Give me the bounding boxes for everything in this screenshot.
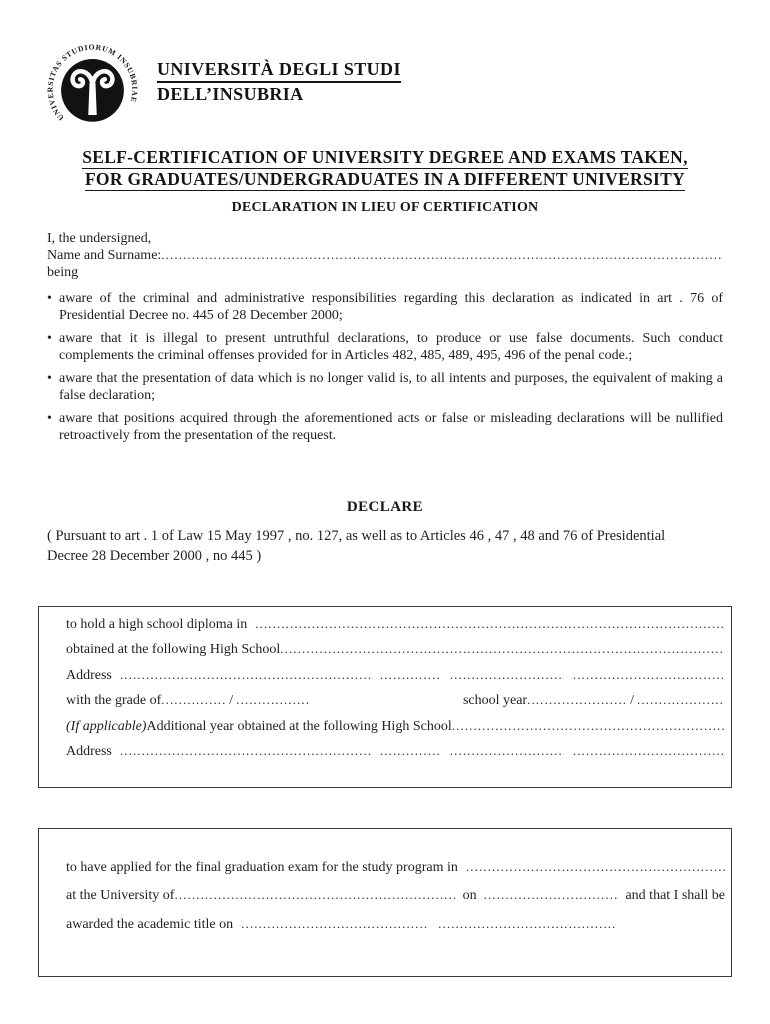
bullet-text: aware that the presentation of data which is no longer valid is, to all intents and purposes, the equivalent of making a false declaration; [59,371,723,403]
bullet-marker [47,411,59,444]
high-school-label: obtained at the following High School [66,642,281,657]
field-address2-1[interactable] [120,739,371,765]
field-address-2[interactable] [380,663,441,689]
title-line2: FOR GRADUATES/UNDERGRADUATES IN A DIFFERENT UNIVERSITY [84,169,686,189]
school-year-label: school year [462,693,528,708]
pursuant-note [47,526,723,566]
field-school-year-start[interactable] [527,688,627,714]
field-address2-4[interactable] [573,739,725,765]
field-study-program[interactable] [466,853,725,882]
field-diploma[interactable] [255,612,725,638]
seal-stem [88,83,96,115]
field-university[interactable] [174,881,455,910]
field-high-school[interactable] [280,637,725,663]
intro-line3: being [47,264,79,280]
document-header [0,0,770,137]
name-surname-label: Name and Surname: [47,248,162,263]
university-seal-logo [45,42,140,137]
bullet-text: aware that it is illegal to present untruthful declarations, to produce or use false documents. Such conduct complements the criminal offenses provided for in Articles 482, 485, 489, 495, 496 of the penal code.; [59,331,723,363]
bullet-marker [47,331,59,364]
shall-be-label: and that I shall be [625,888,725,903]
bullet-text: aware of the criminal and administrative responsibilities regarding this declaration as indicated in art . 76 of Presidential Decree no. 445 of 28 December 2000; [59,291,723,323]
university-of-label: at the University of [66,888,175,903]
field-title-date-1[interactable] [241,910,429,939]
bullet-text: aware that positions acquired through the aforementioned acts or false or misleading declarations will be nullified retroactively from the presentation of the request. [59,411,723,443]
academic-title-label: awarded the academic title on [66,916,234,932]
school-year-slash: / [630,693,634,708]
bullet-item [47,291,723,324]
university-name [157,58,401,137]
if-applicable-label: (If applicable) [66,718,147,734]
field-address2-2[interactable] [380,739,441,765]
bullet-item [47,331,723,364]
seal-ring-text: UNIVERSITAS STUDIORUM INSUBRIAE [45,42,140,123]
field-address2-3[interactable] [450,739,564,765]
pursuant-line2: Decree 28 December 2000 , no 445 ) [47,547,262,564]
high-school-box [38,606,732,788]
pursuant-line1: ( Pursuant to art . 1 of Law 15 May 1997 , no. 127, as well as to Articles 46 , 47 , 48 and 76 of Presidential [47,527,666,544]
field-name-surname[interactable] [161,247,723,265]
graduation-exam-box [38,828,732,978]
address-label: Address [66,667,112,683]
field-grade-denominator[interactable] [236,688,308,714]
document-title [47,148,723,192]
field-additional-year-school[interactable] [452,714,725,740]
field-address-4[interactable] [573,663,725,689]
field-address-1[interactable] [120,663,371,689]
grade-slash: / [229,693,234,708]
field-exam-date[interactable] [484,881,618,910]
on-label: on [462,888,477,903]
bullet-item [47,371,723,404]
document-subtitle: DECLARATION IN LIEU OF CERTIFICATION [231,200,539,215]
bullet-marker [47,371,59,404]
university-name-line2: DELL’INSUBRIA [157,84,304,104]
field-address-3[interactable] [450,663,564,689]
intro-line1: I, the undersigned, [47,230,152,246]
additional-year-label: Additional year obtained at the following High School [146,718,452,734]
intro-section [47,231,723,282]
bullet-item [47,411,723,444]
title-line1: SELF-CERTIFICATION OF UNIVERSITY DEGREE AND EXAMS TAKEN, [82,147,688,167]
field-school-year-end[interactable] [637,688,725,714]
field-grade-numerator[interactable] [161,688,226,714]
declaration-bullets [47,291,723,444]
document-body [0,148,770,566]
diploma-label: to hold a high school diploma in [66,616,248,632]
bullet-marker [47,291,59,324]
declare-heading: DECLARE [346,499,424,515]
address-label: Address [66,744,112,759]
university-name-line1: UNIVERSITÀ DEGLI STUDI [157,58,401,83]
study-program-label: to have applied for the final graduation exam for the study program in [66,859,458,875]
field-title-date-2[interactable] [438,910,617,939]
grade-label: with the grade of [66,693,162,708]
